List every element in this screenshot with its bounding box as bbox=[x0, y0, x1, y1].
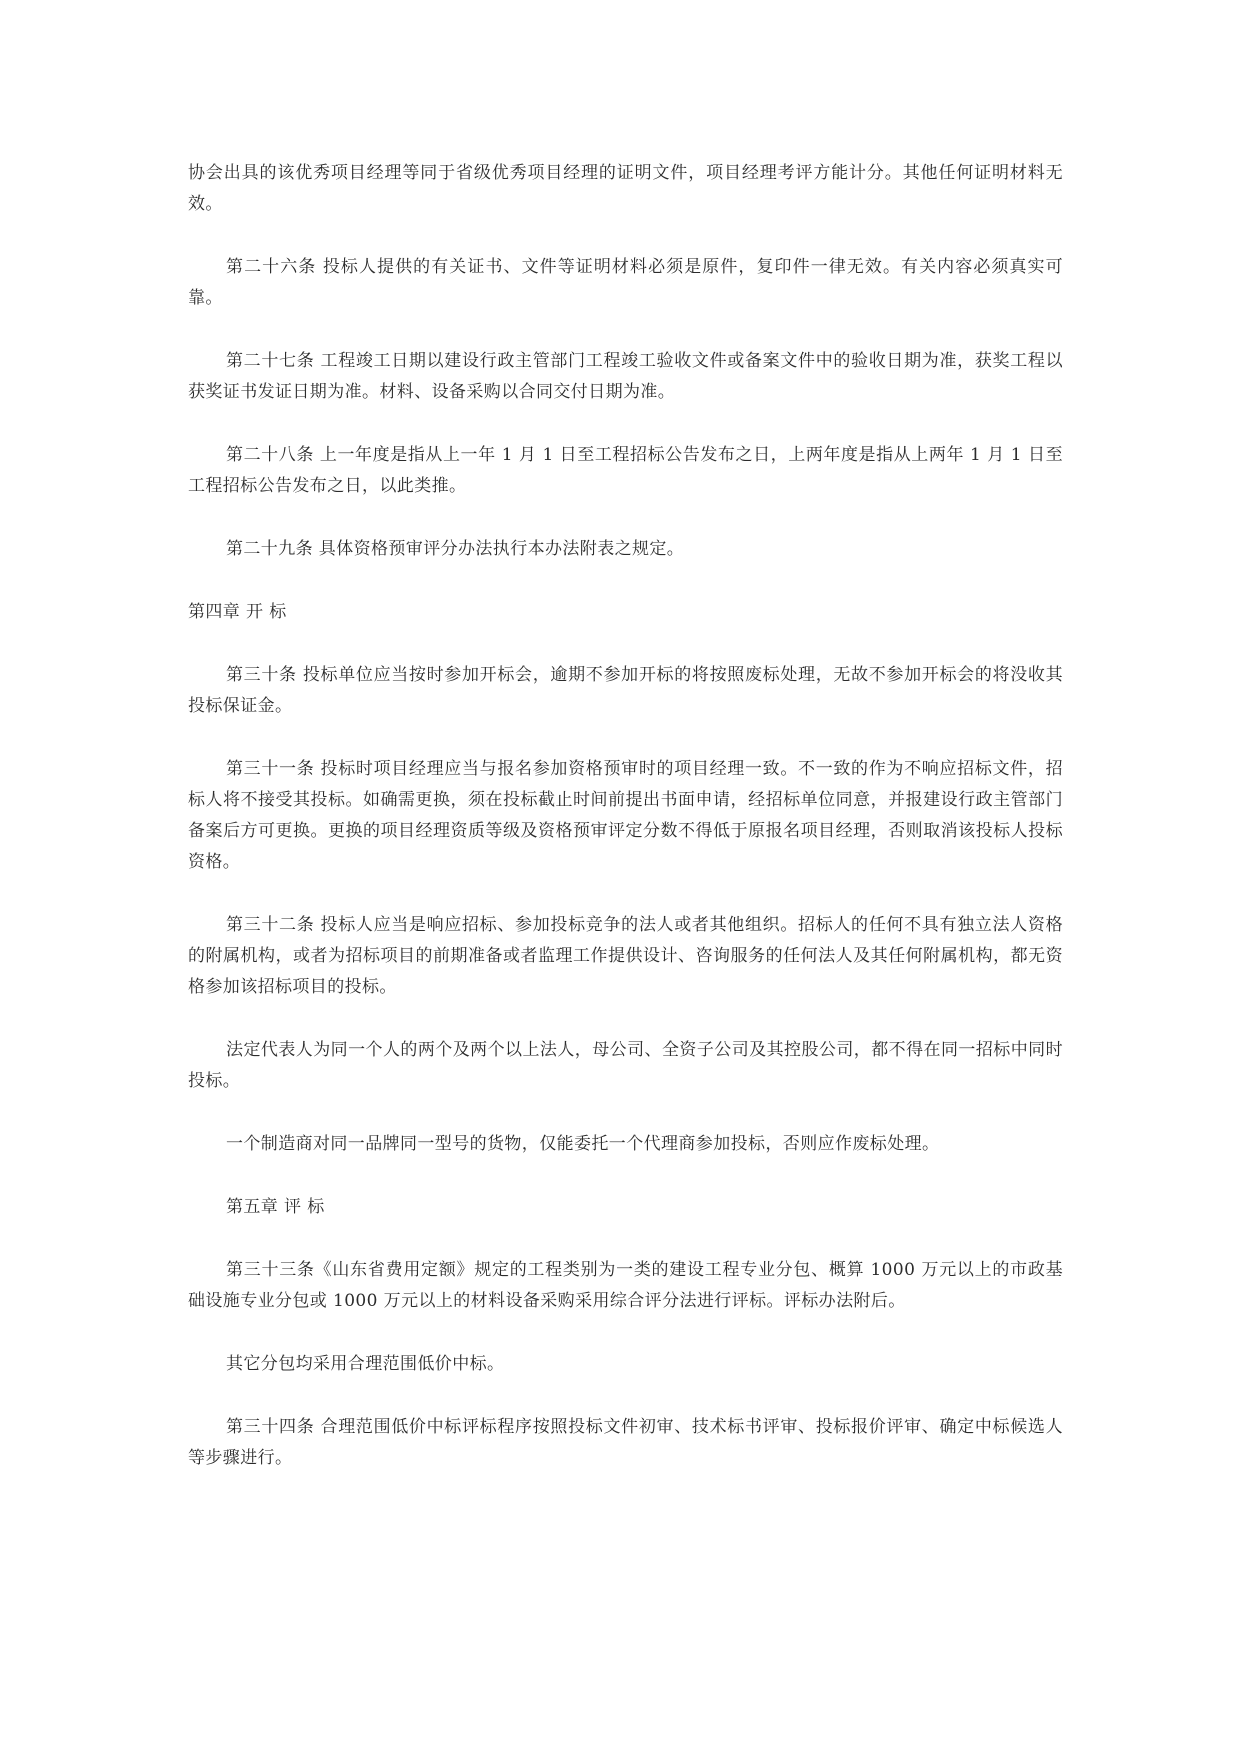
article-26: 第二十六条 投标人提供的有关证书、文件等证明材料必须是原件，复印件一律无效。有关内容必须真实可靠。 bbox=[188, 257, 1063, 308]
article-33-clause-2: 其它分包均采用合理范围低价中标。 bbox=[226, 1354, 505, 1374]
article-28: 第二十八条 上一年度是指从上一年 1 月 1 日至工程招标公告发布之日，上两年度是指从上两年 1 月 1 日至工程招标公告发布之日，以此类推。 bbox=[188, 445, 1063, 496]
article-29: 第二十九条 具体资格预审评分办法执行本办法附表之规定。 bbox=[226, 539, 685, 559]
document-body bbox=[188, 158, 1063, 1506]
article-30: 第三十条 投标单位应当按时参加开标会，逾期不参加开标的将按照废标处理，无故不参加开标会的将没收其投标保证金。 bbox=[188, 665, 1063, 716]
article-33: 第三十三条《山东省费用定额》规定的工程类别为一类的建设工程专业分包、概算 1000 万元以上的市政基础设施专业分包或 1000 万元以上的材料设备采购采用综合评分法进行评标。评标办法附后。 bbox=[188, 1260, 1063, 1311]
article-32-clause-3: 一个制造商对同一品牌同一型号的货物，仅能委托一个代理商参加投标，否则应作废标处理。 bbox=[226, 1134, 940, 1154]
chapter-5-heading: 第五章 评 标 bbox=[226, 1197, 325, 1217]
article-34: 第三十四条 合理范围低价中标评标程序按照投标文件初审、技术标书评审、投标报价评审、确定中标候选人等步骤进行。 bbox=[188, 1417, 1063, 1468]
article-32-clause-2: 法定代表人为同一个人的两个及两个以上法人，母公司、全资子公司及其控股公司，都不得在同一招标中同时投标。 bbox=[188, 1040, 1063, 1091]
paragraph-continuation: 协会出具的该优秀项目经理等同于省级优秀项目经理的证明文件，项目经理考评方能计分。其他任何证明材料无效。 bbox=[188, 163, 1063, 214]
article-31: 第三十一条 投标时项目经理应当与报名参加资格预审时的项目经理一致。不一致的作为不响应招标文件，招标人将不接受其投标。如确需更换，须在投标截止时间前提出书面申请，经招标单位同意，并报建设行政主管部门备案后方可更换。更换的项目经理资质等级及资格预审评定分数不得低于原报名项目经理，否则取消该投标人投标资格。 bbox=[188, 759, 1063, 872]
article-27: 第二十七条 工程竣工日期以建设行政主管部门工程竣工验收文件或备案文件中的验收日期为准，获奖工程以获奖证书发证日期为准。材料、设备采购以合同交付日期为准。 bbox=[188, 351, 1063, 402]
chapter-4-heading: 第四章 开 标 bbox=[188, 602, 287, 622]
article-32: 第三十二条 投标人应当是响应招标、参加投标竞争的法人或者其他组织。招标人的任何不具有独立法人资格的附属机构，或者为招标项目的前期准备或者监理工作提供设计、咨询服务的任何法人及其任何附属机构，都无资格参加该招标项目的投标。 bbox=[188, 915, 1063, 997]
